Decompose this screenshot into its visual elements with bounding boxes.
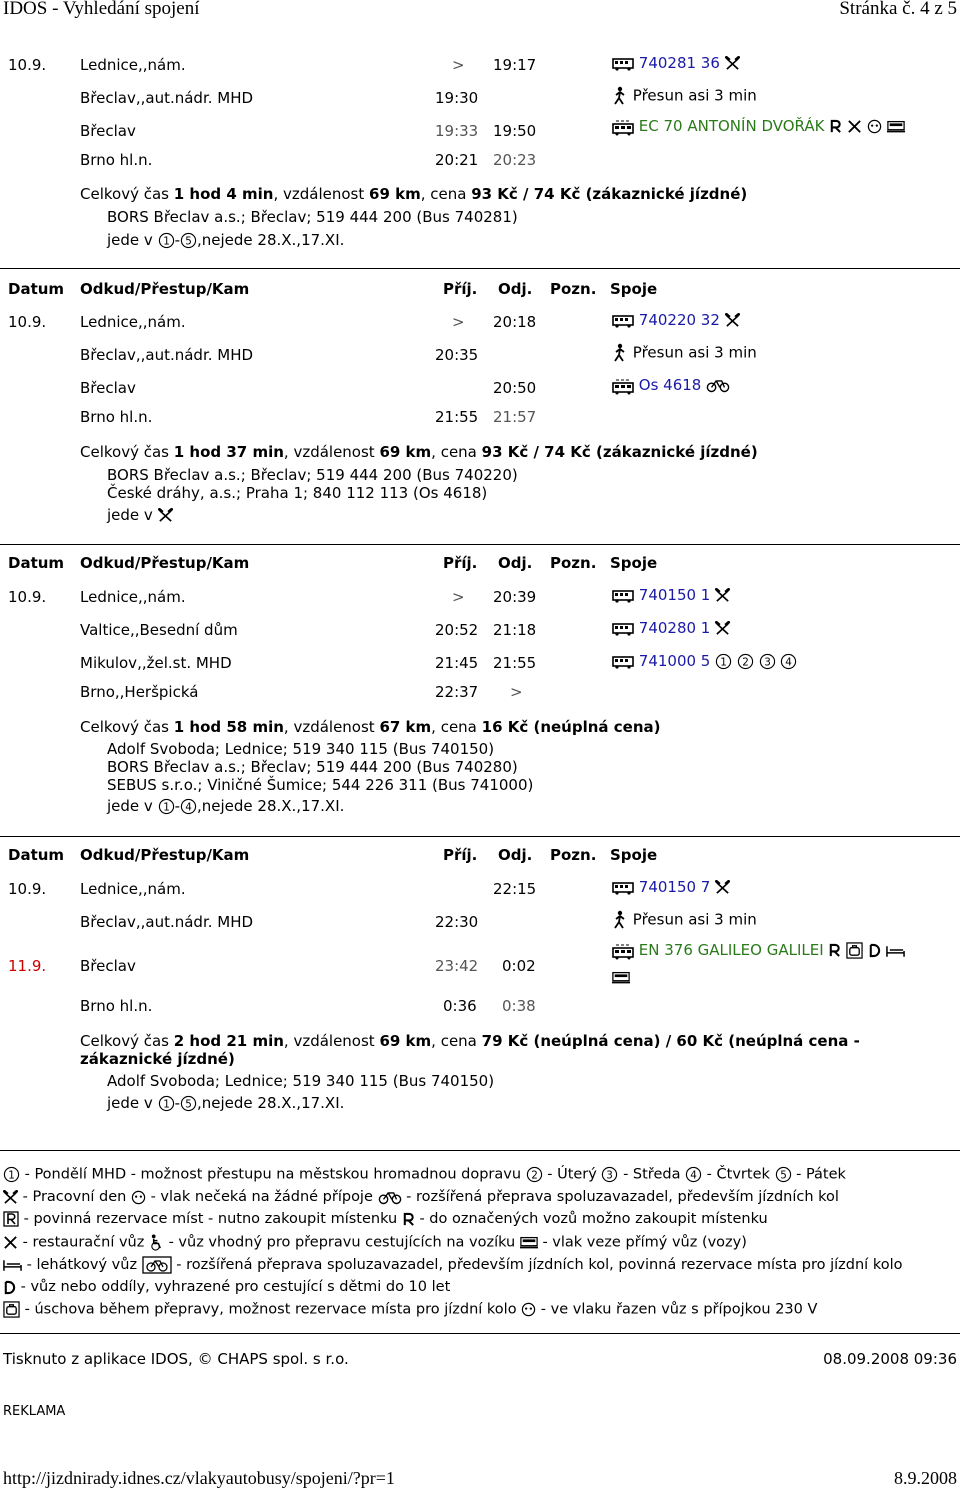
legend-row: - restaurační vůz - vůz vhodný pro přepravu cestujících na vozíku - vlak veze přímý vůz (vozy) (3, 1234, 747, 1251)
stop-name: Brno hl.n. (80, 408, 153, 426)
wednesday-icon (759, 653, 776, 670)
wheelchair-icon (149, 1234, 164, 1251)
svg-text:3: 3 (763, 656, 771, 669)
operating-days: jede v (107, 506, 173, 524)
col-odkud: Odkud/Přestup/Kam (80, 846, 250, 864)
walk-icon (612, 86, 628, 106)
page-url[interactable]: http://jizdnirady.idnes.cz/vlakyautobusy/spojeni/?pr=1 (3, 1468, 395, 1488)
friday-icon (775, 1166, 792, 1183)
stop-name: Lednice,,nám. (80, 313, 186, 331)
svg-text:5: 5 (779, 1169, 787, 1182)
workday-icon (3, 1190, 18, 1205)
departure: > (510, 683, 523, 701)
power-socket-icon (131, 1190, 146, 1205)
divider (0, 836, 960, 837)
link-cell (612, 586, 730, 604)
col-odj: Odj. (498, 280, 533, 298)
bus-icon (612, 314, 634, 328)
stop-name: Brno hl.n. (80, 151, 153, 169)
page-number: Stránka č. 4 z 5 (839, 0, 957, 19)
svg-text:1: 1 (162, 1098, 170, 1111)
operating-days: jede v 1 - 4 ,nejede 28.X.,17.XI. (107, 797, 345, 815)
walk-icon (612, 343, 628, 363)
col-pozn: Pozn. (550, 554, 597, 572)
train-icon (612, 942, 634, 960)
legend-row: - vůz nebo oddíly, vyhrazené pro cestující s dětmi do 10 let (3, 1279, 450, 1295)
link-cell (612, 86, 757, 106)
link-cell (612, 343, 757, 363)
friday-icon (180, 232, 197, 249)
train-icon (612, 377, 634, 395)
power-socket-icon (867, 119, 882, 134)
workday-icon (715, 880, 730, 895)
svg-text:2: 2 (742, 656, 749, 669)
col-prij: Příj. (443, 280, 478, 298)
departure: 19:50 (493, 122, 537, 140)
summary: Celkový čas 1 hod 37 min, vzdálenost 69 km, cena 93 Kč / 74 Kč (zákaznické jízdné) (80, 443, 758, 461)
link-os-4618[interactable]: Os 4618 (638, 376, 702, 394)
restaurant-icon (847, 119, 862, 134)
transfer-text: Přesun asi 3 min (632, 86, 757, 105)
col-pozn: Pozn. (550, 280, 597, 298)
svg-text:1: 1 (8, 1169, 15, 1182)
arrival: 22:30 (435, 913, 479, 931)
departure: 21:55 (493, 654, 537, 672)
bicycle-box-icon (142, 1256, 172, 1274)
arrival: 20:35 (435, 346, 479, 364)
luggage-storage-icon (846, 942, 863, 959)
bicycle-icon (706, 378, 730, 393)
arrival: 22:37 (435, 683, 479, 701)
legend-row: - úschova během přepravy, možnost rezervace místa pro jízdní kolo - ve vlaku řazen vůz s přípojkou 230 V (3, 1301, 817, 1318)
date: 10.9. (8, 313, 47, 331)
col-odkud: Odkud/Přestup/Kam (80, 280, 250, 298)
couchette-icon (886, 944, 905, 958)
link-cell (612, 941, 905, 960)
reservation-r-icon (829, 119, 842, 134)
print-datetime: 08.09.2008 09:36 (823, 1350, 957, 1368)
svg-text:1: 1 (162, 801, 170, 814)
col-datum: Datum (8, 846, 65, 864)
col-spoje: Spoje (610, 554, 658, 572)
departure: 22:15 (493, 880, 537, 898)
workday-icon (725, 56, 740, 71)
tuesday-icon (737, 653, 754, 670)
bus-icon (612, 881, 634, 895)
stop-name: Brno,,Heršpická (80, 683, 199, 701)
direct-car-icon (520, 1236, 538, 1250)
departure: 19:17 (493, 56, 537, 74)
date-next-day: 11.9. (8, 957, 47, 975)
direct-car-icon (612, 971, 630, 985)
monday-icon (3, 1166, 20, 1183)
col-datum: Datum (8, 554, 65, 572)
arrival: 19:33 (435, 122, 479, 140)
stop-name: Břeclav,,aut.nádr. MHD (80, 913, 254, 931)
stop-name: Břeclav,,aut.nádr. MHD (80, 346, 254, 364)
departure: 0:38 (502, 997, 536, 1015)
svg-text:4: 4 (690, 1169, 697, 1182)
col-odj: Odj. (498, 846, 533, 864)
svg-text:5: 5 (185, 1098, 192, 1111)
divider (0, 1150, 960, 1151)
summary-cont: zákaznické jízdné) (80, 1050, 235, 1068)
date: 10.9. (8, 56, 47, 74)
col-spoje: Spoje (610, 280, 658, 298)
friday-icon (180, 1095, 197, 1112)
link-cell (612, 619, 730, 637)
workday-icon (725, 313, 740, 328)
reservation-r-icon (402, 1212, 415, 1227)
stop-name: Lednice,,nám. (80, 880, 186, 898)
summary: Celkový čas 1 hod 4 min, vzdálenost 69 km, cena 93 Kč / 74 Kč (zákaznické jízdné) (80, 185, 748, 203)
stop-name: Lednice,,nám. (80, 588, 186, 606)
operator: Adolf Svoboda; Lednice; 519 340 115 (Bus 740150) (107, 1072, 495, 1090)
workday-icon (158, 508, 173, 523)
stop-name: Lednice,,nám. (80, 56, 186, 74)
svg-text:2: 2 (530, 1169, 538, 1182)
restaurant-icon (3, 1235, 18, 1250)
arrival: 19:30 (435, 89, 479, 107)
link-cell (612, 311, 740, 329)
transfer-text: Přesun asi 3 min (632, 910, 757, 929)
departure: 20:23 (493, 151, 537, 169)
bus-icon (612, 622, 634, 636)
luggage-storage-icon (3, 1301, 20, 1318)
link-cell (612, 117, 905, 136)
legend-row: - Pracovní den - vlak nečeká na žádné přípoje - rozšířená přeprava spoluzavazadel, především jízdních kol (3, 1189, 839, 1205)
link-cell-cont (612, 968, 630, 986)
col-prij: Příj. (443, 846, 478, 864)
stop-name: Břeclav (80, 957, 136, 975)
svg-text:5: 5 (185, 235, 192, 248)
stop-name: Valtice,,Besední dům (80, 621, 238, 639)
departure: 21:18 (493, 621, 537, 639)
thursday-icon (180, 798, 197, 815)
svg-text:4: 4 (785, 656, 793, 669)
operating-days: jede v 1 - 5 ,nejede 28.X.,17.XI. (107, 231, 345, 249)
stop-name: Brno hl.n. (80, 997, 153, 1015)
stop-name: Mikulov,,žel.st. MHD (80, 654, 232, 672)
operator: České dráhy, a.s.; Praha 1; 840 112 113 (Os 4618) (107, 484, 488, 502)
arrival: 20:52 (435, 621, 479, 639)
link-cell (612, 910, 757, 930)
link-cell (612, 376, 730, 395)
transfer-text: Přesun asi 3 min (632, 343, 757, 362)
operator: Adolf Svoboda; Lednice; 519 340 115 (Bus 740150) (107, 740, 495, 758)
link-740150-7[interactable]: 740150 7 (638, 878, 711, 896)
workday-icon (715, 621, 730, 636)
link-cell (612, 652, 797, 670)
col-spoje: Spoje (610, 846, 658, 864)
col-datum: Datum (8, 280, 65, 298)
svg-text:1: 1 (162, 235, 170, 248)
divider (0, 544, 960, 545)
departure: 20:18 (493, 313, 537, 331)
operator: BORS Břeclav a.s.; Břeclav; 519 444 200 (Bus 740281) (107, 208, 518, 226)
svg-text:4: 4 (185, 801, 192, 814)
divider (0, 268, 960, 269)
arrival: 0:36 (443, 997, 477, 1015)
walk-icon (612, 910, 628, 930)
bicycle-icon (378, 1190, 402, 1205)
operator: BORS Břeclav a.s.; Břeclav; 519 444 200 (Bus 740280) (107, 758, 518, 776)
link-cell (612, 54, 740, 72)
arrival: 23:42 (435, 957, 479, 975)
monday-icon (158, 232, 175, 249)
print-note: Tisknuto z aplikace IDOS, © CHAPS spol. s r.o. (3, 1350, 349, 1368)
link-ec-70[interactable]: EC 70 ANTONÍN DVOŘÁK (638, 117, 825, 135)
monday-icon (715, 653, 732, 670)
arrival: > (452, 313, 465, 331)
link-740220-32[interactable]: 740220 32 (638, 311, 720, 329)
departure: 0:02 (502, 957, 536, 975)
departure: 20:39 (493, 588, 537, 606)
legend-row: - povinná rezervace míst - nutno zakoupit místenku - do označených vozů možno zakoupit místenku (3, 1211, 768, 1227)
bus-icon (612, 655, 634, 669)
departure: 21:57 (493, 408, 537, 426)
arrival: 20:21 (435, 151, 479, 169)
children-car-icon (868, 943, 881, 958)
link-740281-36[interactable]: 740281 36 (638, 54, 720, 72)
departure: 20:50 (493, 379, 537, 397)
tuesday-icon (526, 1166, 543, 1183)
arrival: 21:55 (435, 408, 479, 426)
stop-name: Břeclav (80, 122, 136, 140)
link-cell (612, 878, 730, 896)
arrival: > (452, 56, 465, 74)
thursday-icon (780, 653, 797, 670)
bus-icon (612, 589, 634, 603)
reservation-r-icon (828, 943, 841, 958)
mandatory-reservation-icon (3, 1211, 19, 1227)
legend-row: 1 - Pondělí MHD - možnost přestupu na městskou hromadnou dopravu 2 - Úterý 3 - Středa 4 - Čtvrtek 5 - Pátek (3, 1166, 846, 1183)
children-car-icon (3, 1280, 16, 1295)
link-en-376[interactable]: EN 376 GALILEO GALILEI (638, 941, 824, 959)
stop-name: Břeclav (80, 379, 136, 397)
link-741000-5[interactable]: 741000 5 (638, 652, 711, 670)
col-prij: Příj. (443, 554, 478, 572)
stop-name: Břeclav,,aut.nádr. MHD (80, 89, 254, 107)
monday-icon (158, 1095, 175, 1112)
divider (0, 1333, 960, 1334)
monday-icon (158, 798, 175, 815)
arrival: 21:45 (435, 654, 479, 672)
link-740280-1[interactable]: 740280 1 (638, 619, 711, 637)
date: 10.9. (8, 588, 47, 606)
power-socket-icon (521, 1302, 536, 1317)
arrival: > (452, 588, 465, 606)
thursday-icon (685, 1166, 702, 1183)
train-icon (612, 118, 634, 136)
operating-days: jede v 1 - 5 ,nejede 28.X.,17.XI. (107, 1094, 345, 1112)
date: 10.9. (8, 880, 47, 898)
svg-text:3: 3 (606, 1169, 614, 1182)
direct-car-icon (887, 120, 905, 134)
col-pozn: Pozn. (550, 846, 597, 864)
bus-icon (612, 57, 634, 71)
col-odkud: Odkud/Přestup/Kam (80, 554, 250, 572)
operator: BORS Břeclav a.s.; Břeclav; 519 444 200 (Bus 740220) (107, 466, 518, 484)
col-odj: Odj. (498, 554, 533, 572)
workday-icon (715, 588, 730, 603)
operator: SEBUS s.r.o.; Viničné Šumice; 544 226 311 (Bus 741000) (107, 776, 534, 794)
summary: Celkový čas 2 hod 21 min, vzdálenost 69 km, cena 79 Kč (neúplná cena) / 60 Kč (neúplná cena - (80, 1032, 860, 1050)
summary: Celkový čas 1 hod 58 min, vzdálenost 67 km, cena 16 Kč (neúplná cena) (80, 718, 661, 736)
link-740150-1[interactable]: 740150 1 (638, 586, 711, 604)
footer-date: 8.9.2008 (894, 1468, 957, 1488)
page-header-title: IDOS - Vyhledání spojení (3, 0, 200, 19)
ad-label: REKLAMA (3, 1404, 66, 1419)
couchette-icon (3, 1258, 22, 1272)
svg-text:1: 1 (720, 656, 727, 669)
wednesday-icon (601, 1166, 618, 1183)
legend-row: - lehátkový vůz - rozšířená přeprava spoluzavazadel, především jízdních kol, povinná rezervace místa pro jízdní kolo (3, 1256, 902, 1274)
